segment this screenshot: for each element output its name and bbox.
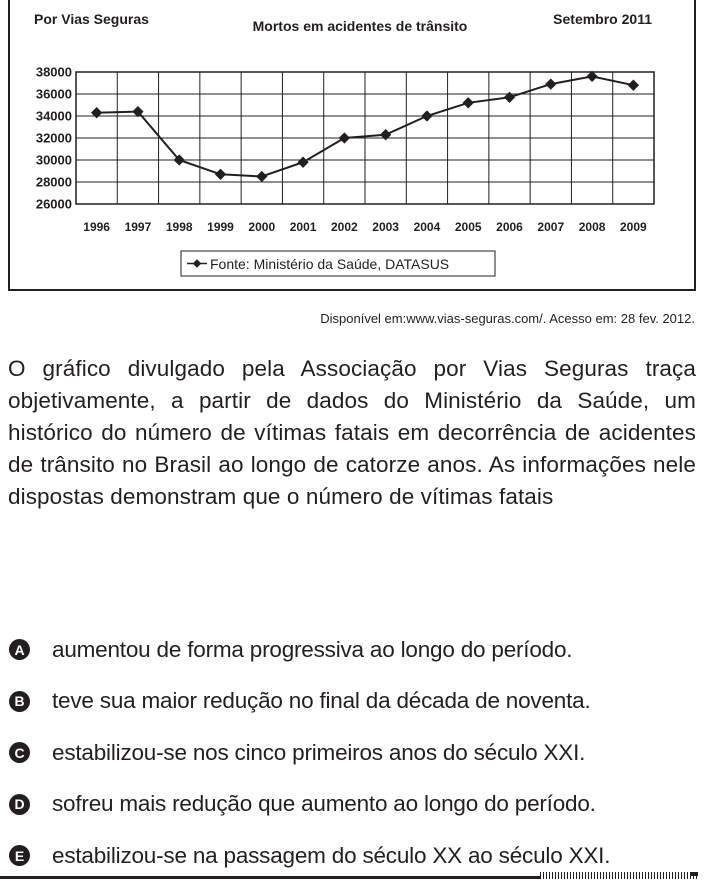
chart-top-left-label: Por Vias Seguras bbox=[34, 11, 149, 27]
chart-top-right-label: Setembro 2011 bbox=[553, 11, 652, 27]
footer-rule bbox=[0, 876, 540, 879]
chart-grid bbox=[76, 72, 654, 204]
option-d[interactable] bbox=[8, 791, 698, 818]
answer-options bbox=[8, 636, 698, 894]
option-d-text: sofreu mais redução que aumento ao longo do período. bbox=[52, 791, 596, 816]
option-e-letter-icon: E bbox=[9, 845, 30, 866]
data-point bbox=[628, 80, 639, 91]
y-tick-label: 34000 bbox=[35, 108, 72, 124]
x-tick-label: 2000 bbox=[248, 220, 276, 234]
y-tick-label: 36000 bbox=[35, 86, 72, 102]
option-b[interactable] bbox=[8, 688, 698, 715]
data-point bbox=[504, 92, 515, 103]
x-tick-label: 2008 bbox=[578, 220, 606, 234]
chart-frame bbox=[9, 0, 695, 290]
data-point bbox=[256, 171, 267, 182]
x-tick-label: 2003 bbox=[372, 220, 399, 234]
x-tick-label: 2007 bbox=[537, 220, 565, 234]
data-point bbox=[297, 157, 308, 168]
option-c[interactable] bbox=[8, 739, 698, 766]
x-axis-ticks bbox=[83, 220, 647, 234]
option-c-text: estabilizou-se nos cinco primeiros anos do século XXI. bbox=[52, 739, 586, 765]
data-point bbox=[421, 110, 432, 121]
x-tick-label: 2002 bbox=[331, 220, 358, 234]
data-point bbox=[545, 78, 556, 89]
x-tick-label: 2006 bbox=[496, 220, 523, 234]
question-text: O gráfico divulgado pela Associação por Vias Seguras traça objetivamente, a partir de dados do Ministério da Saúde, um histórico do número de vítimas fatais em decorrência de acidentes de trânsito no Brasil ao longo de catorze anos. As informações nele dispostas demonstram que o número de vítimas fatais bbox=[8, 356, 696, 509]
x-tick-label: 2004 bbox=[413, 220, 441, 234]
x-tick-label: 2001 bbox=[289, 220, 317, 234]
x-tick-label: 1999 bbox=[207, 220, 234, 234]
x-tick-label: 2005 bbox=[454, 220, 482, 234]
legend-label: Fonte: Ministério da Saúde, DATASUS bbox=[210, 256, 450, 272]
x-tick-label: 2009 bbox=[620, 220, 647, 234]
y-tick-label: 32000 bbox=[35, 130, 72, 146]
data-point bbox=[91, 107, 102, 118]
data-point bbox=[463, 97, 474, 108]
option-b-text: teve sua maior redução no final da década de noventa. bbox=[52, 688, 591, 713]
option-d-letter-icon: D bbox=[9, 794, 30, 815]
y-tick-label: 28000 bbox=[35, 174, 72, 190]
chart bbox=[0, 0, 705, 300]
y-tick-label: 26000 bbox=[35, 196, 72, 212]
option-e-text: estabilizou-se na passagem do século XX ao século XXI. bbox=[52, 842, 611, 868]
data-point bbox=[215, 169, 226, 180]
option-a-letter-icon: A bbox=[9, 639, 30, 660]
y-tick-label: 30000 bbox=[35, 152, 72, 168]
option-a[interactable] bbox=[8, 636, 698, 663]
y-tick-label: 38000 bbox=[35, 64, 72, 80]
footer-hatch bbox=[540, 872, 698, 879]
footer-end-mark bbox=[690, 872, 698, 876]
x-tick-label: 1996 bbox=[83, 220, 110, 234]
data-point bbox=[339, 132, 350, 143]
data-point bbox=[380, 129, 391, 140]
y-axis-ticks bbox=[36, 65, 72, 212]
chart-title: Mortos em acidentes de trânsito bbox=[252, 18, 468, 34]
option-e[interactable] bbox=[8, 842, 698, 869]
option-a-text: aumentou de forma progressiva ao longo do período. bbox=[52, 636, 573, 662]
x-tick-label: 1998 bbox=[165, 220, 193, 234]
source-citation: Disponível em:www.vias-seguras.com/. Acesso em: 28 fev. 2012. bbox=[320, 311, 695, 326]
option-b-letter-icon: B bbox=[9, 691, 30, 712]
option-c-letter-icon: C bbox=[9, 742, 30, 763]
x-tick-label: 1997 bbox=[124, 220, 152, 234]
